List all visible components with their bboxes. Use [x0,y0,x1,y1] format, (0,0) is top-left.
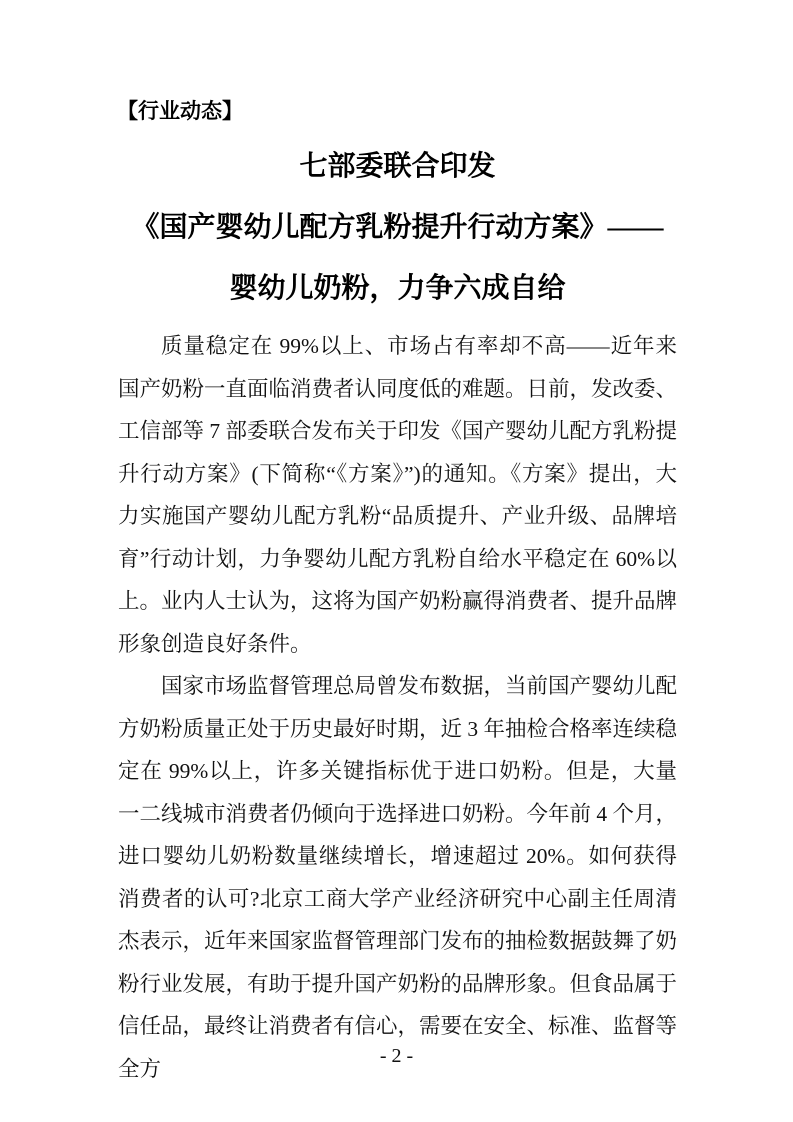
paragraph-2: 国家市场监督管理总局曾发布数据，当前国产婴幼儿配方奶粉质量正处于历史最好时期，近 3 年抽检合格率连续稳定在 99%以上，许多关键指标优于进口奶粉。但是，大量一二线城市消费者仍倾向于选择进口奶粉。今年前 4 个月，进口婴幼儿奶粉数量继续增长，增速超过 20%。如何获得消费者的认可?北京工商大学产业经济研究中心副主任周清杰表示，近年来国家监督管理部门发布的抽检数据鼓舞了奶粉行业发展，有助于提升国产奶粉的品牌形象。但食品属于信任品，最终让消费者有信心，需要在安全、标准、监督等全方 [118,674,678,1081]
document-title [110,136,685,319]
title-line-1: 七部委联合印发 [299,151,496,182]
document-body [118,325,677,1090]
page-number: - 2 - [379,1045,414,1067]
paragraph-1: 质量稳定在 99%以上、市场占有率却不高——近年来国产奶粉一直面临消费者认同度低的难题。日前，发改委、工信部等 7 部委联合发布关于印发《国产婴幼儿配方乳粉提升行动方案》(下简称“《方案》”)的通知。《方案》提出，大力实施国产婴幼儿配方乳粉“品质提升、产业升级、品牌培育”行动计划，力争婴幼儿配方乳粉自给水平稳定在 60%以上。业内人士认为，这将为国产奶粉赢得消费者、提升品牌形象创造良好条件。 [118,334,678,656]
section-label: 【行业动态】 [117,100,243,123]
title-line-2: 《国产婴幼儿配方乳粉提升行动方案》—— [131,212,664,243]
title-line-3: 婴幼儿奶粉，力争六成自给 [229,273,566,304]
